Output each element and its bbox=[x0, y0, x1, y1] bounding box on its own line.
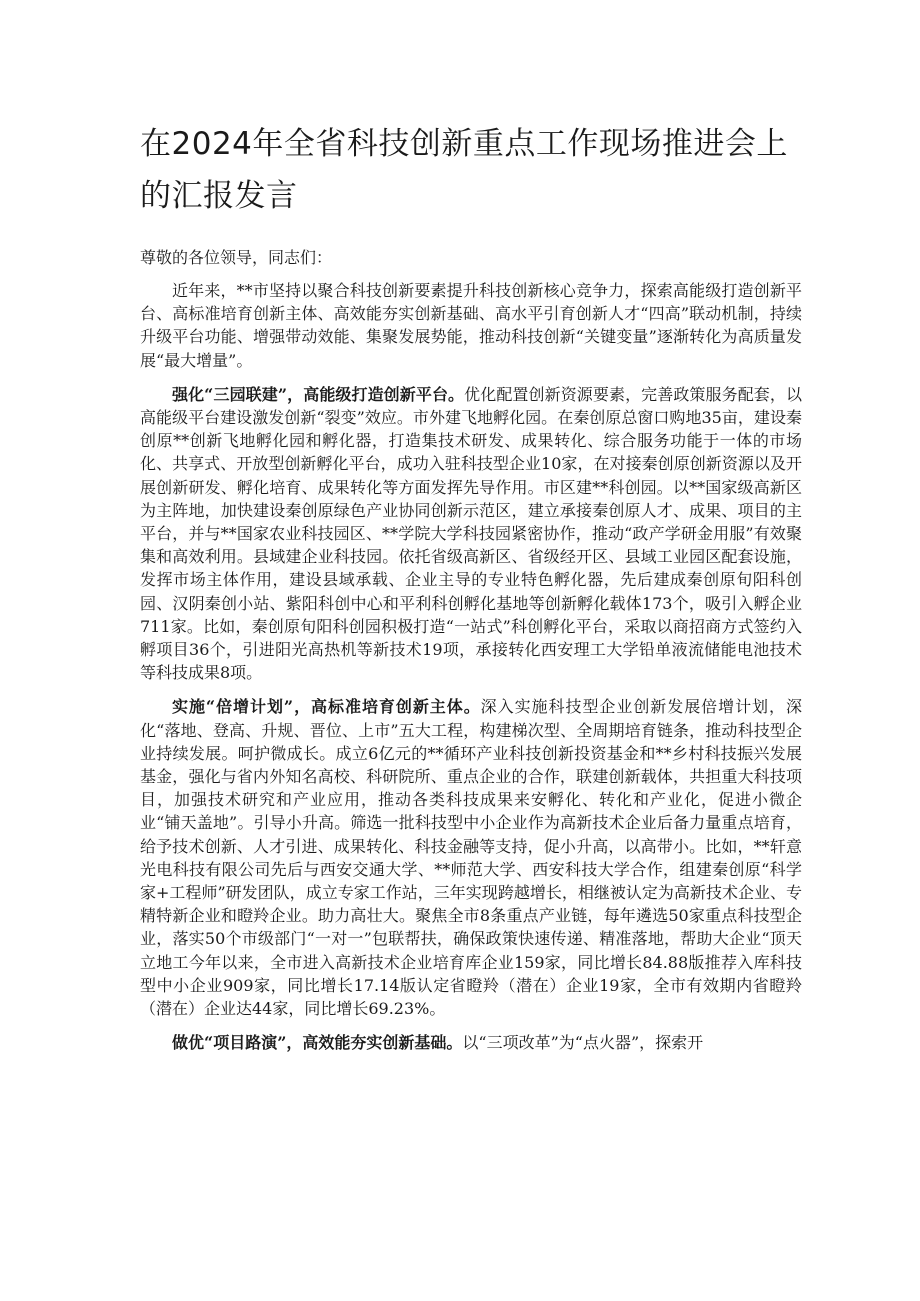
paragraph-body: 深入实施科技型企业创新发展倍增计划，深化“落地、登高、升规、晋位、上市”五大工程，构建梯次型、全周期培育链条，推动科技型企业持续发展。呵护微成长。成立6亿元的**循环产业科技创新投资基金和**乡村科技振兴发展基金，强化与省内外知名高校、科研院所、重点企业的合作，联建创新载体，共担重大科技项目，加强技术研究和产业应用，推动各类科技成果来安孵化、转化和产业化，促进小微企业“铺天盖地”。引导小升高。筛选一批科技型中小企业作为高新技术企业后备力量重点培育，给予技术创新、人才引进、成果转化、科技金融等支持，促小升高，以高带小。比如，**轩意光电科技有限公司先后与西安交通大学、**师范大学、西安科技大学合作，组建秦创原“科学家+工程师”研发团队，成立专家工作站，三年实现跨越增长，相继被认定为高新技术企业、专精特新企业和瞪羚企业。助力高壮大。聚焦全市8条重点产业链，每年遴选50家重点科技型企业，落实50个市级部门“一对一”包联帮扶，确保政策快速传递、精准落地，帮助大企业“顶天立地工今年以来，全市进入高新技术企业培育库企业159家，同比增长84.88版推荐入库科技型中小企业909家，同比增长17.14版认定省瞪羚（潜在）企业19家，全市有效期内省瞪羚（潜在）企业达44家，同比增长69.23%。 bbox=[140, 697, 802, 1019]
paragraph-project-roadshow bbox=[140, 1031, 802, 1054]
document-title: 在2024年全省科技创新重点工作现场推进会上的汇报发言 bbox=[140, 126, 788, 214]
paragraph-lead: 实施“倍增计划”，高标准培育创新主体。 bbox=[172, 697, 481, 717]
paragraph-innovation-entity bbox=[140, 695, 802, 1020]
paragraph-body: 近年来，**市坚持以聚合科技创新要素提升科技创新核心竞争力，探索高能级打造创新平台、高标准培育创新主体、高效能夯实创新基础、高水平引育创新人才“四高”联动机制，持续升级平台功能、增强带动效能、集聚发展势能，推动科技创新“关键变量”逐渐转化为高质量发展“最大增量”。 bbox=[140, 281, 802, 370]
paragraph-body: 优化配置创新资源要素，完善政策服务配套，以高能级平台建设激发创新“裂变”效应。市外建飞地孵化园。在秦创原总窗口购地35亩，建设秦创原**创新飞地孵化园和孵化器，打造集技术研发、成果转化、综合服务功能于一体的市场化、共享式、开放型创新孵化平台，成功入驻科技型企业10家，在对接秦创原创新资源以及开展创新研发、孵化培育、成果转化等方面发挥先导作用。市区建**科创园。以**国家级高新区为主阵地，加快建设秦创原绿色产业协同创新示范区，建立承接秦创原人才、成果、项目的主平台，并与**国家农业科技园区、**学院大学科技园紧密协作，推动“政产学研金用服”有效聚集和高效利用。县域建企业科技园。依托省级高新区、省级经开区、县域工业园区配套设施，发挥市场主体作用，建设县域承载、企业主导的专业特色孵化器，先后建成秦创原旬阳科创园、汉阴秦创小站、紫阳科创中心和平利科创孵化基地等创新孵化载体173个，吸引入孵企业711家。比如，秦创原旬阳科创园积极打造“一站式”科创孵化平台，采取以商招商方式签约入孵项目36个，引进阳光高热机等新技术19项，承接转化西安理工大学铅单液流储能电池技术等科技成果8项。 bbox=[140, 384, 802, 683]
paragraph-intro bbox=[140, 279, 802, 372]
document-page bbox=[140, 118, 802, 1066]
paragraph-body: 以“三项改革”为“点火器”，探索开 bbox=[462, 1033, 704, 1053]
salutation: 尊敬的各位领导，同志们： bbox=[140, 248, 333, 267]
paragraph-innovation-platform bbox=[140, 383, 802, 685]
paragraph-lead: 强化“三园联建”，高能级打造创新平台。 bbox=[172, 384, 465, 404]
paragraph-lead: 做优“项目路演”，高效能夯实创新基础。 bbox=[172, 1033, 463, 1053]
